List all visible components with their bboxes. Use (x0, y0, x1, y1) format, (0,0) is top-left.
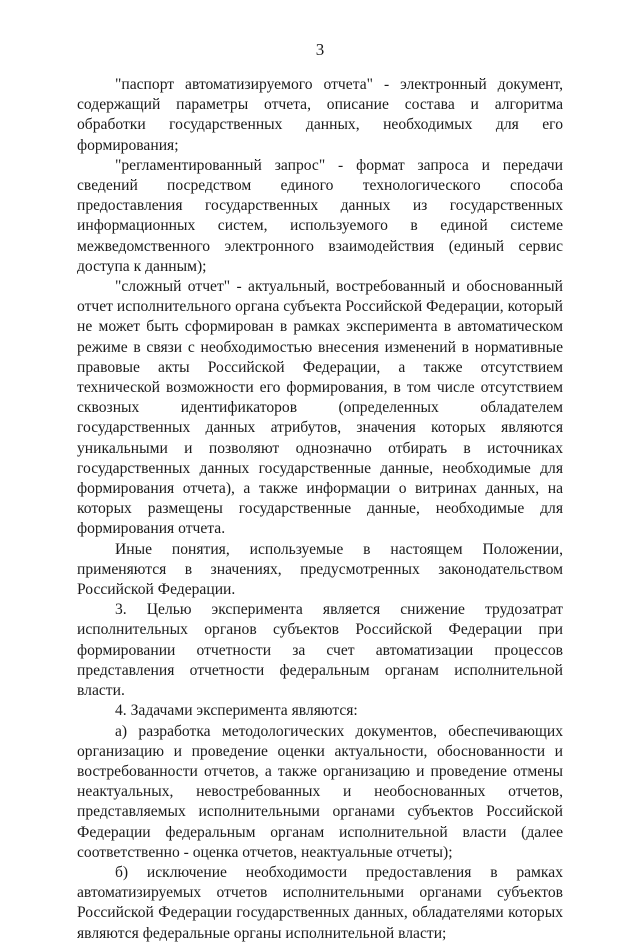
paragraph-other-terms: Иные понятия, используемые в настоящем Положении, применяются в значениях, предусмотренных законодательством Российской Федерации. (77, 540, 563, 599)
page-number: 3 (315, 40, 325, 59)
document-body (77, 75, 563, 944)
paragraph-complex-report-definition: "сложный отчет" - актуальный, востребованный и обоснованный отчет исполнительного органа субъекта Российской Федерации, который не может быть сформирован в рамках эксперимента в автоматическом режиме в связи с необходимостью внесения изменений в нормативные правовые акты Российской Федерации, а также отсутствием технической возможности его формирования, в том числе отсутствием сквозных идентификаторов (определенных обладателем государственных данных атрибутов, значения которых являются уникальными и позволяют однозначно отбирать в источниках государственных данных государственные данные, необходимые для формирования отчета), а также информации о витринах данных, на которых размещены государственные данные, необходимые для формирования отчета. (77, 278, 563, 538)
paragraph-regulated-request-definition: "регламентированный запрос" - формат запроса и передачи сведений посредством единого технологического способа предоставления государственных данных из государственных информационных систем, используемого в единой системе межведомственного электронного взаимодействия (единый сервис доступа к данным); (77, 156, 563, 275)
paragraph-experiment-tasks-heading: 4. Задачами эксперимента являются: (115, 702, 358, 720)
paragraph-task-b: б) исключение необходимости предоставления в рамках автоматизируемых отчетов исполнительными органами субъектов Российской Федерации государственных данных, обладателями которых являются федеральные органы исполнительной власти; (77, 863, 563, 942)
paragraph-report-passport-definition: "паспорт автоматизируемого отчета" - электронный документ, содержащий параметры отчета, описание состава и алгоритма обработки государственных данных, необходимых для его формирования; (77, 76, 563, 154)
paragraph-task-a: а) разработка методологических документов, обеспечивающих организацию и проведение оценки актуальности, обоснованности и востребованности отчетов, а также организацию и проведение отмены неактуальных, невостребованных и необоснованных отчетов, представляемых исполнительными органами субъектов Российской Федерации федеральным органам исполнительной власти (далее соответственно - оценка отчетов, неактуальные отчеты); (77, 722, 563, 861)
paragraph-experiment-goal: 3. Целью эксперимента является снижение трудозатрат исполнительных органов субъектов Российской Федерации при формировании отчетности за счет автоматизации процессов представления отчетности федеральным органам исполнительной власти. (77, 601, 563, 700)
